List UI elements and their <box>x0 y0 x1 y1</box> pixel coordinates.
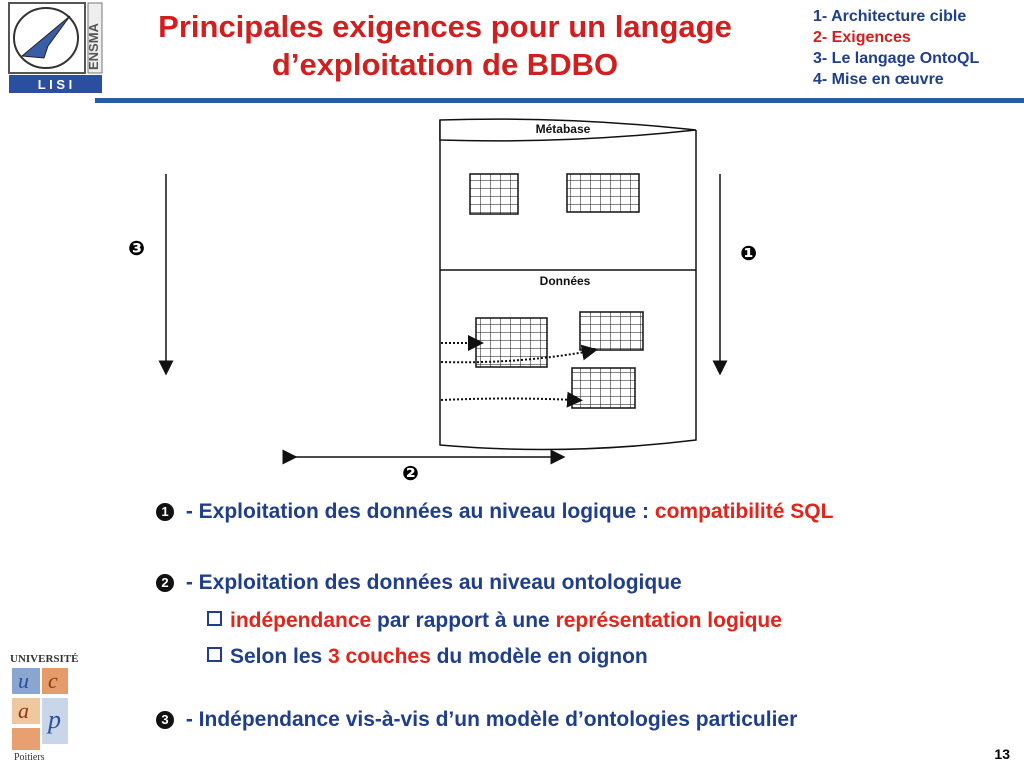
page-number: 13 <box>994 746 1010 762</box>
bullet-number-1-icon: 1 <box>156 503 174 521</box>
slide-title: Principales exigences pour un langage d’exploitation de BDBO <box>158 9 732 82</box>
data-table <box>476 318 547 367</box>
architecture-diagram <box>0 100 1024 490</box>
metabase-label: Métabase <box>535 122 591 136</box>
bullet-number-3-icon: 3 <box>156 711 174 729</box>
marker-3-icon: ❸ <box>128 236 145 260</box>
bullet-2: 2 - Exploitation des données au niveau ontologique <box>156 571 682 595</box>
svg-text:p: p <box>48 705 61 734</box>
lisi-ensma-logo <box>8 2 104 94</box>
toc-item-exigences: 2- Exigences <box>813 29 911 46</box>
highlight-compatibilite-sql: compatibilité SQL <box>654 500 834 523</box>
data-table <box>580 312 643 350</box>
checkbox-square-icon <box>207 647 222 662</box>
universite-poitiers-logo <box>6 650 90 764</box>
metabase-table <box>567 174 639 212</box>
sub-bullet-couches: Selon les 3 couches du modèle en oignon <box>207 645 648 669</box>
svg-text:Poitiers: Poitiers <box>14 752 45 763</box>
metabase-table <box>470 174 518 214</box>
sub-bullet-independance: indépendance par rapport à une représentation logique <box>207 609 782 633</box>
donnees-label: Données <box>539 274 591 288</box>
svg-text:a: a <box>18 698 29 723</box>
toc-item-architecture: 1- Architecture cible <box>813 8 967 25</box>
bullet-3: 3 - Indépendance vis-à-vis d’un modèle d’ontologies particulier <box>156 708 797 732</box>
toc-item-mise-en-oeuvre: 4- Mise en œuvre <box>813 71 944 88</box>
toc-item-ontoql: 3- Le langage OntoQL <box>813 50 980 67</box>
svg-text:UNIVERSITÉ: UNIVERSITÉ <box>10 653 79 665</box>
bullet-1: 1 - Exploitation des données au niveau logique : compatibilité SQL <box>156 500 833 524</box>
marker-1-icon: ❶ <box>740 241 757 265</box>
svg-text:L I S I: L I S I <box>37 77 73 92</box>
svg-text:u: u <box>18 668 29 693</box>
checkbox-square-icon <box>207 611 222 626</box>
svg-text:ENSMA: ENSMA <box>86 23 101 70</box>
database-cylinder <box>440 119 696 449</box>
data-table <box>572 368 635 408</box>
svg-text:c: c <box>48 668 58 693</box>
table-of-contents <box>813 6 979 90</box>
dotted-arrow <box>441 399 575 401</box>
bullet-number-2-icon: 2 <box>156 574 174 592</box>
marker-2-icon: ❷ <box>402 461 419 485</box>
